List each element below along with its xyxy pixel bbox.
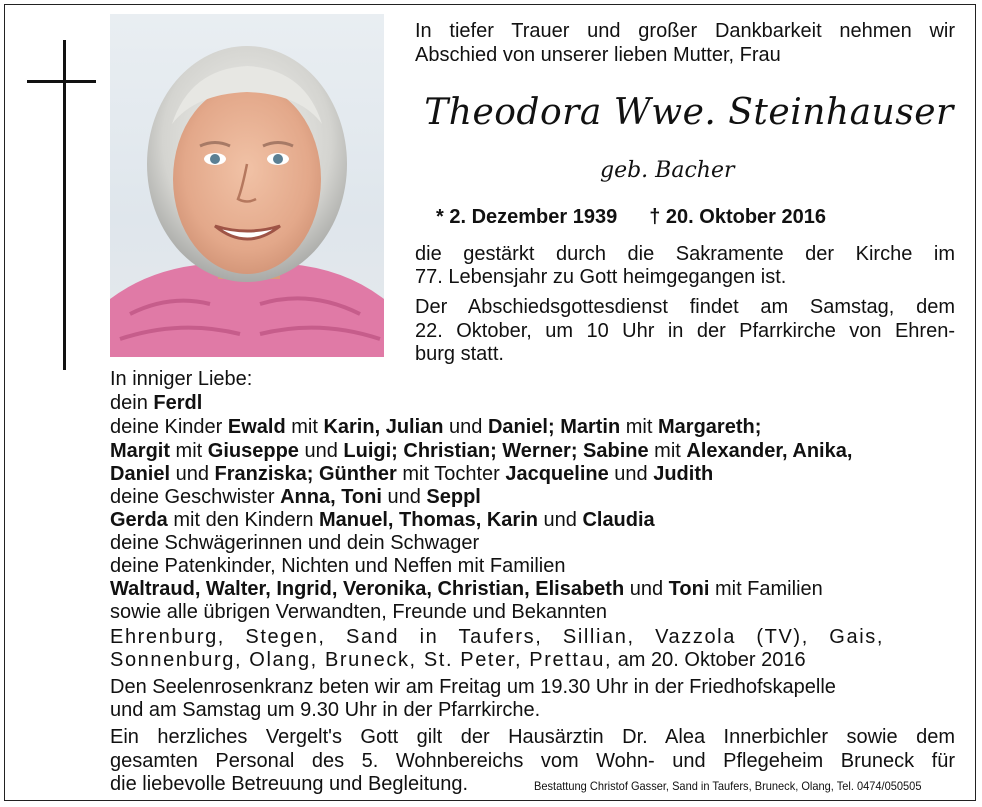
rosary-line-2: und am Samstag um 9.30 Uhr in der Pfarrkirche.: [110, 699, 541, 721]
deceased-name: Theodora Wwe. Steinhauser: [424, 92, 954, 133]
places-line-2: Sonnenburg, Olang, Bruneck, St. Peter, Prettau, am 20. Oktober 2016: [110, 649, 806, 671]
service-line-1: Der Abschiedsgottesdienst findet am Samstag, dem: [415, 296, 955, 318]
life-dates: [436, 206, 826, 229]
service-line-3: burg statt.: [415, 343, 504, 365]
intro-line-1: In tiefer Trauer und großer Dankbarkeit nehmen wir: [415, 20, 955, 42]
thanks-line-3: die liebevolle Betreuung und Begleitung.: [110, 773, 469, 795]
mourner-line: sowie alle übrigen Verwandten, Freunde und Bekannten: [110, 601, 608, 623]
cross-icon-bar: [27, 80, 96, 83]
cross-icon: [63, 40, 66, 370]
mourner-line: dein Ferdl: [110, 392, 203, 414]
birth-date: * 2. Dezember 1939: [436, 206, 618, 228]
notice-date: am 20. Oktober 2016: [617, 649, 806, 671]
service-line-2: 22. Oktober, um 10 Uhr in der Pfarrkirche von Ehren-: [415, 320, 955, 342]
mourner-line: Margit mit Giuseppe und Luigi; Christian; Werner; Sabine mit Alexander, Anika,: [110, 440, 853, 462]
portrait-illustration: [110, 14, 384, 357]
passing-line-2: 77. Lebensjahr zu Gott heimgegangen ist.: [415, 266, 787, 288]
thanks-line-2: gesamten Personal des 5. Wohnbereichs vom Wohn- und Pflegeheim Bruneck für: [110, 750, 955, 772]
mourners-heading: In inniger Liebe:: [110, 368, 253, 390]
intro-line-2: Abschied von unserer lieben Mutter, Frau: [415, 44, 781, 66]
rosary-line-1: Den Seelenrosenkranz beten wir am Freitag um 19.30 Uhr in der Friedhofskapelle: [110, 676, 836, 698]
mourner-line: deine Geschwister Anna, Toni und Seppl: [110, 486, 481, 508]
passing-line-1: die gestärkt durch die Sakramente der Kirche im: [415, 243, 955, 265]
mourner-line: Gerda mit den Kindern Manuel, Thomas, Karin und Claudia: [110, 509, 655, 531]
funeral-home-credit: Bestattung Christof Gasser, Sand in Taufers, Bruneck, Olang, Tel. 0474/050505: [534, 779, 922, 793]
mourner-line: Daniel und Franziska; Günther mit Tochter Jacqueline und Judith: [110, 463, 714, 485]
mourner-line: Waltraud, Walter, Ingrid, Veronika, Christian, Elisabeth und Toni mit Familien: [110, 578, 823, 600]
mourner-line: deine Kinder Ewald mit Karin, Julian und Daniel; Martin mit Margareth;: [110, 416, 762, 438]
thanks-line-1: Ein herzliches Vergelt's Gott gilt der Hausärztin Dr. Alea Innerbichler sowie dem: [110, 726, 955, 748]
maiden-name: geb. Bacher: [600, 158, 735, 183]
mourner-line: deine Schwägerinnen und dein Schwager: [110, 532, 480, 554]
death-date: † 20. Oktober 2016: [649, 206, 827, 228]
portrait-photo: [110, 14, 384, 357]
places-line-1: Ehrenburg, Stegen, Sand in Taufers, Sillian, Vazzola (TV), Gais,: [110, 626, 884, 648]
mourner-line: deine Patenkinder, Nichten und Neffen mit Familien: [110, 555, 566, 577]
